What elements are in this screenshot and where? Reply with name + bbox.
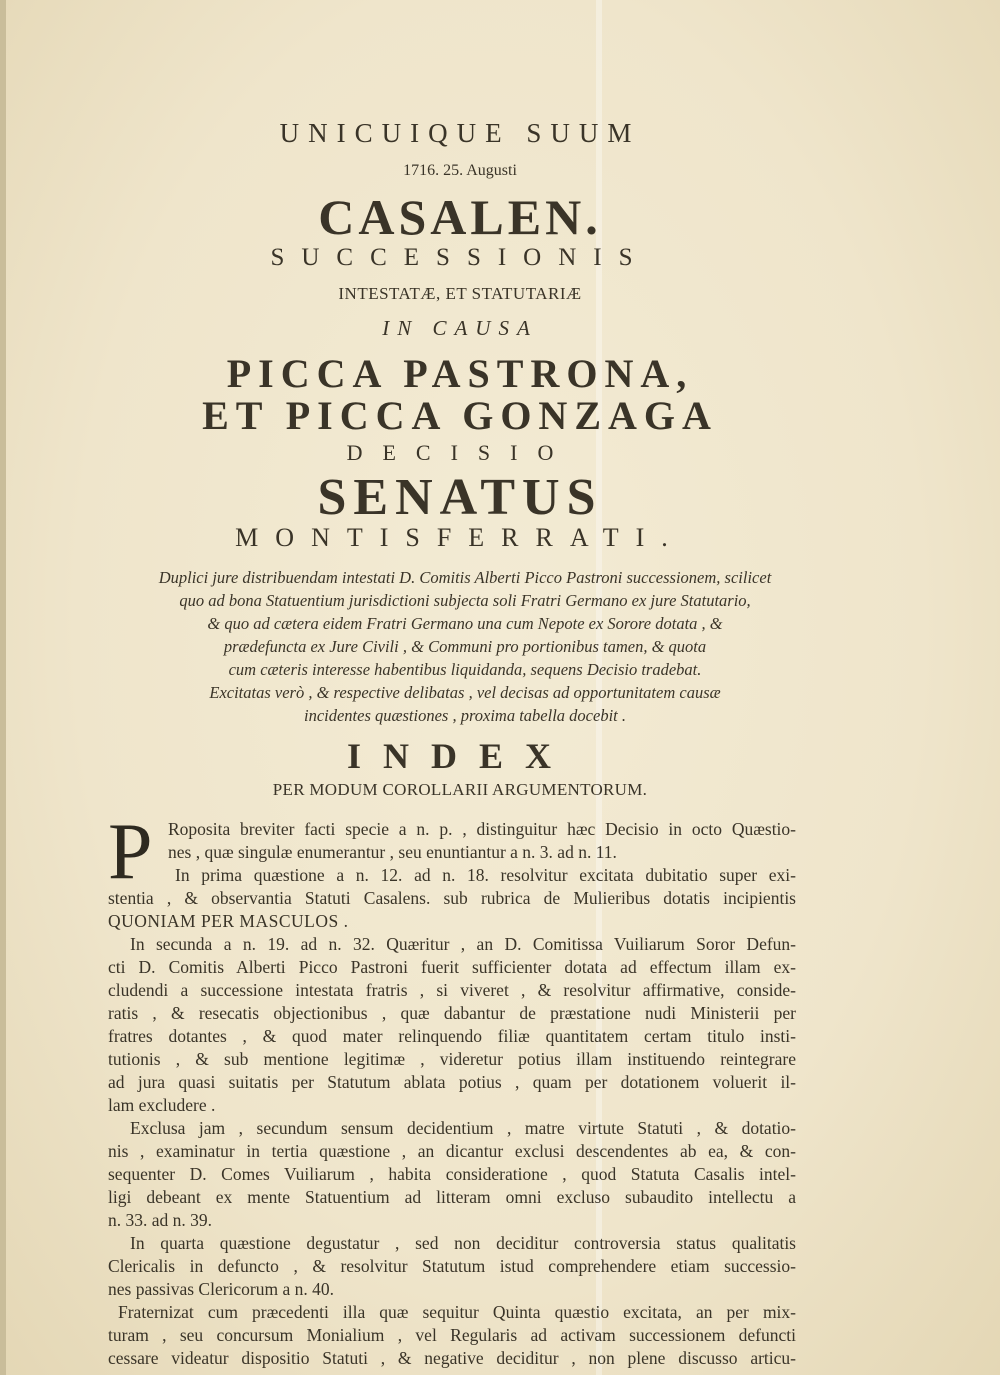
body-line: fratres dotantes , & quod mater relinquendo filiæ quantitatem certam titulo insti-: [108, 1026, 796, 1046]
body-line: In quarta quæstione degustatur , sed non deciditur controversia status qualitatis: [130, 1233, 796, 1253]
body-line: lam excludere .: [108, 1095, 216, 1115]
body-line: In prima quæstione a n. 12. ad n. 18. resolvitur excitata dubitatio super exi-: [175, 865, 796, 885]
subtitle-2: INTESTATÆ, ET STATUTARIÆ: [338, 284, 582, 303]
body-line: n. 33. ad n. 39.: [108, 1210, 213, 1230]
body-line: sequenter D. Comes Vuiliarum , habita consideratione , quod Statuta Casalis intel-: [108, 1164, 796, 1184]
in-causa: IN CAUSA: [382, 316, 538, 340]
summary-line: Duplici jure distribuendam intestati D. Comitis Alberti Picco Pastroni successionem, scilicet: [158, 568, 772, 587]
summary-line: cum cæteris interesse habentibus liquidanda, sequens Decisio tradebat.: [228, 660, 702, 679]
body-line: QUONIAM PER MASCULOS .: [108, 911, 349, 931]
body-line: ratis , & resecatis objectionibus , quæ dabantur de præstatione nudi Ministerii per: [108, 1003, 796, 1023]
summary-line: prædefuncta ex Jure Civili , & Communi pro portionibus tamen, & quota: [223, 637, 707, 656]
body-line: turam , seu concursum Monialium , vel Regularis ad activam successionem defuncti: [108, 1325, 796, 1345]
body-line: cti D. Comitis Alberti Picco Pastroni fuerit sufficienter dotata ad effectum illam ex-: [108, 957, 796, 977]
parties-line-1: PICCA PASTRONA,: [226, 351, 694, 396]
body-line: nis , examinatur in tertia quæstione , an dicantur exclusi descendentes ab ea, & con-: [108, 1141, 796, 1161]
body-line: cessare videatur dispositio Statuti , & negative deciditur , non plene discusso articu-: [108, 1348, 796, 1368]
drop-cap: P: [108, 808, 153, 896]
body-line: Exclusa jam , secundum sensum decidentium , matre virtute Statuti , & dotatio-: [130, 1118, 796, 1138]
body-line: In secunda a n. 19. ad n. 32. Quæritur , an D. Comitissa Vuiliarum Soror Defun-: [130, 934, 796, 954]
motto: UNICUIQUE SUUM: [279, 118, 641, 148]
body-line: Fraternizat cum præcedenti illa quæ sequitur Quinta quæstio excitata, an per mix-: [118, 1302, 796, 1322]
document-title: CASALEN.: [318, 189, 602, 245]
decisio-heading: DECISIO: [346, 440, 574, 465]
summary-paragraph: [110, 566, 820, 727]
montisferrati-heading: MONTISFERRATI.: [235, 523, 685, 552]
index-heading: INDEX: [346, 736, 573, 776]
body-line: ligi debeant ex mente Statuentium ad litteram omni excluso subaudito intellectu a: [108, 1187, 796, 1207]
body-line: ad jura quasi suitatis per Statutum ablata potius , quam per dotationem voluerit il-: [108, 1072, 796, 1092]
summary-line: quo ad bona Statuentium jurisdictioni subjecta soli Fratri Germano ex jure Statutario,: [179, 591, 751, 610]
body-line: Clericalis in defuncto , & resolvitur Statutum istud comprehendere etiam successio-: [108, 1256, 796, 1276]
summary-line: & quo ad cætera eidem Fratri Germano una cum Nepote ex Sorore dotata , &: [207, 614, 723, 633]
body-line: stentia , & observantia Statuti Casalens. sub rubrica de Mulieribus dotatis incipientis: [108, 888, 796, 908]
parties-line-2: ET PICCA GONZAGA: [202, 393, 718, 438]
index-subtitle: PER MODUM COROLLARII ARGUMENTORUM.: [272, 780, 648, 799]
summary-line: Excitatas verò , & respective delibatas , vel decisas ad opportunitatem causæ: [209, 683, 721, 702]
summary-line: incidentes quæstiones , proxima tabella docebit .: [303, 706, 626, 725]
subtitle: SUCCESSIONIS: [270, 244, 650, 271]
senatus-heading: SENATUS: [317, 469, 603, 526]
body-line: nes , quæ singulæ enumerantur , seu enuntiantur a n. 3. ad n. 11.: [168, 842, 617, 862]
body-line: nes passivas Clericorum a n. 40.: [108, 1279, 334, 1299]
body-line: Roposita breviter facti specie a n. p. , distinguitur hæc Decisio in octo Quæstio-: [168, 819, 796, 839]
body-line: cludendi a successione intestata fratris , si viveret , & resolvitur affirmative, conside-: [108, 980, 796, 1000]
index-body: [108, 818, 796, 1370]
date: 1716. 25. Augusti: [403, 162, 517, 179]
body-line: tutionis , & sub mentione legitimæ , videretur potius illam instituendo reintegrare: [108, 1049, 796, 1069]
